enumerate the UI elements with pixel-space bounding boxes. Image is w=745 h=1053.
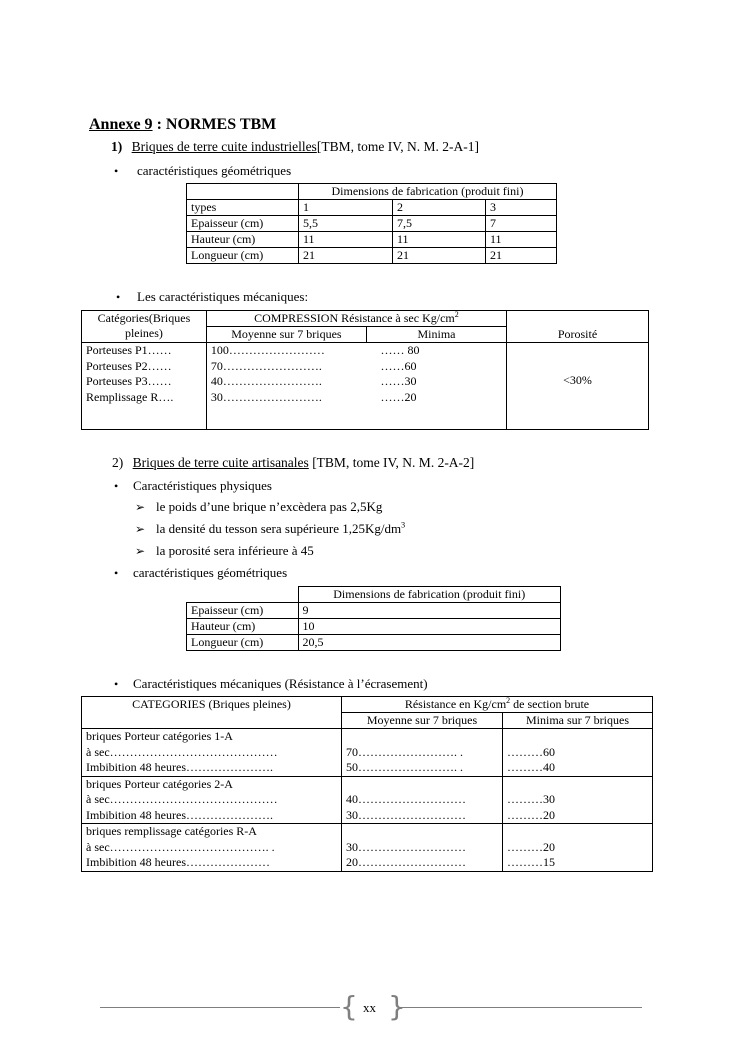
arrow-bullet-icon: ➢ xyxy=(135,522,146,536)
list-item: 40……………………… xyxy=(346,792,466,806)
section2-geo-bullet: caractéristiques géométriques xyxy=(133,565,288,580)
section2-geo-table xyxy=(186,586,561,651)
list-item: à sec…………………………………. . xyxy=(86,839,275,854)
resistance-header-tail: de section brute xyxy=(510,697,590,711)
bullet-icon: • xyxy=(114,479,119,493)
bullet-icon: • xyxy=(116,290,121,304)
footer-brace-left-icon: { xyxy=(340,990,358,1023)
table-cell: 11 xyxy=(393,232,486,248)
table-row xyxy=(187,232,557,248)
phys-item: le poids d’une brique n’excèdera pas 2,5Kg xyxy=(156,499,383,514)
section1-ref: [TBM, tome IV, N. M. 2-A-1] xyxy=(316,139,479,154)
list-item: ………30 xyxy=(507,792,555,806)
section1-title: Briques de terre cuite industrielles xyxy=(131,139,317,154)
table-cell xyxy=(503,729,653,777)
table-row xyxy=(187,216,557,232)
list-item: à sec…………………………………… xyxy=(86,744,278,759)
table-row xyxy=(187,587,561,603)
table-row xyxy=(187,200,557,216)
table-header: Moyenne sur 7 briques xyxy=(206,327,366,343)
list-item: ………60 xyxy=(507,744,555,759)
phys-item xyxy=(156,521,405,537)
table-cell xyxy=(82,729,342,777)
section1-meca-bullet: Les caractéristiques mécaniques: xyxy=(137,289,309,304)
list-item: briques Porteur catégories 1-A xyxy=(86,729,233,743)
phys-item: la porosité sera inférieure à 45 xyxy=(156,543,314,558)
page-number: xx xyxy=(363,1000,376,1015)
table-cell xyxy=(367,343,507,430)
table-cell xyxy=(503,776,653,824)
annex-title: : NORMES TBM xyxy=(152,116,277,133)
section2-meca-bullet: Caractéristiques mécaniques (Résistance à l’écrasement) xyxy=(133,676,428,691)
table-cell: 7 xyxy=(486,216,557,232)
list-item: 30……………………… xyxy=(346,839,466,854)
list-item: ………20 xyxy=(507,807,555,822)
section1-heading xyxy=(111,139,479,155)
annex-label: Annexe 9 xyxy=(89,116,153,133)
table-cell: types xyxy=(187,200,299,216)
table-header: Catégories(Briques pleines) xyxy=(82,311,207,343)
table-cell: 3 xyxy=(486,200,557,216)
table-cell xyxy=(503,824,653,872)
table-header xyxy=(342,697,653,713)
table-header: Porosité xyxy=(506,311,648,343)
list-item: 70……………………. . xyxy=(346,744,463,759)
table-row xyxy=(82,824,653,872)
table-header: Minima sur 7 briques xyxy=(503,713,653,729)
list-item: 30……………………… xyxy=(346,807,466,822)
page-title xyxy=(89,115,276,135)
table-cell: 10 xyxy=(298,619,561,635)
table-cell xyxy=(82,776,342,824)
table-row xyxy=(187,619,561,635)
table-cell: 20,5 xyxy=(298,635,561,651)
table-cell: 9 xyxy=(298,603,561,619)
table-row xyxy=(82,311,649,327)
table-header xyxy=(206,311,506,327)
table-cell: 1 xyxy=(299,200,393,216)
table-row xyxy=(187,635,561,651)
list-item: 30……………………. xyxy=(210,389,322,404)
table-row xyxy=(187,248,557,264)
list-item: à sec…………………………………… xyxy=(86,792,278,806)
footer-brace-right-icon: } xyxy=(388,990,406,1023)
section1-geo-table xyxy=(186,183,557,264)
footer-rule-left xyxy=(100,1007,340,1008)
table-header: Moyenne sur 7 briques xyxy=(342,713,503,729)
unit-superscript: 2 xyxy=(506,696,511,705)
list-item: briques Porteur catégories 2-A xyxy=(86,776,233,791)
list-item: Remplissage R…. xyxy=(86,389,174,404)
bullet-icon: • xyxy=(114,566,119,580)
list-item: 40……………………. xyxy=(210,374,322,388)
table-header: CATEGORIES (Briques pleines) xyxy=(82,697,342,729)
unit-superscript: 2 xyxy=(454,310,459,319)
list-item: ………40 xyxy=(507,760,555,774)
arrow-bullet-icon: ➢ xyxy=(135,500,146,514)
section2-heading xyxy=(112,455,474,471)
table-cell: 2 xyxy=(393,200,486,216)
table-cell: Epaisseur (cm) xyxy=(187,603,299,619)
section2-meca-table xyxy=(81,696,653,872)
table-header: Dimensions de fabrication (produit fini) xyxy=(298,587,561,603)
list-item: …… 80 xyxy=(380,343,420,357)
table-row xyxy=(82,776,653,824)
section1-number: 1) xyxy=(111,139,123,154)
list-item: ……30 xyxy=(380,374,417,388)
table-cell: 21 xyxy=(299,248,393,264)
table-cell: Longueur (cm) xyxy=(187,635,299,651)
table-cell xyxy=(187,587,299,603)
section2-phys-bullet: Caractéristiques physiques xyxy=(133,478,272,493)
list-item: Imbibition 48 heures…………………. xyxy=(86,760,273,774)
table-cell: 21 xyxy=(486,248,557,264)
section2-number: 2) xyxy=(112,455,124,470)
arrow-bullet-icon: ➢ xyxy=(135,544,146,558)
table-cell xyxy=(206,343,366,430)
list-item: ……60 xyxy=(380,358,417,373)
list-item: Porteuses P1…… xyxy=(86,343,172,357)
list-item: ……20 xyxy=(380,389,417,404)
list-item: Porteuses P3…… xyxy=(86,374,172,388)
list-item: Imbibition 48 heures…………………. xyxy=(86,807,273,822)
table-cell: Epaisseur (cm) xyxy=(187,216,299,232)
list-item: ………15 xyxy=(507,855,555,869)
compression-header: COMPRESSION Résistance à sec Kg/cm xyxy=(254,311,455,325)
unit-superscript: 3 xyxy=(401,520,406,530)
section1-geo-bullet: caractéristiques géométriques xyxy=(137,163,292,178)
table-cell: 11 xyxy=(299,232,393,248)
list-item: briques remplissage catégories R-A xyxy=(86,824,257,838)
table-cell xyxy=(187,184,299,200)
table-cell: <30% xyxy=(506,343,648,430)
table-header: Minima xyxy=(367,327,507,343)
list-item: ………20 xyxy=(507,839,555,854)
table-cell: Hauteur (cm) xyxy=(187,232,299,248)
section2-ref: [TBM, tome IV, N. M. 2-A-2] xyxy=(308,455,475,470)
list-item: 70……………………. xyxy=(210,358,322,373)
table-cell: Hauteur (cm) xyxy=(187,619,299,635)
bullet-icon: • xyxy=(114,677,119,691)
table-cell xyxy=(342,729,503,777)
list-item: 20……………………… xyxy=(346,855,466,869)
table-cell: 7,5 xyxy=(393,216,486,232)
table-row xyxy=(187,603,561,619)
table-row xyxy=(187,184,557,200)
resistance-header: Résistance en Kg/cm xyxy=(404,697,507,711)
footer-rule-right xyxy=(402,1007,642,1008)
table-cell: 21 xyxy=(393,248,486,264)
section1-meca-table xyxy=(81,310,649,430)
list-item: Porteuses P2…… xyxy=(86,358,172,373)
table-cell xyxy=(82,343,207,430)
table-cell: Longueur (cm) xyxy=(187,248,299,264)
phys-item-text: la densité du tesson sera supérieure 1,25Kg/dm xyxy=(156,521,402,536)
table-row xyxy=(82,697,653,713)
list-item: Imbibition 48 heures………………… xyxy=(86,855,270,869)
list-item: 50……………………. . xyxy=(346,760,463,774)
table-cell xyxy=(342,776,503,824)
table-cell: 5,5 xyxy=(299,216,393,232)
table-row xyxy=(82,343,649,430)
section2-title: Briques de terre cuite artisanales xyxy=(132,455,309,470)
table-row xyxy=(82,729,653,777)
bullet-icon: • xyxy=(114,164,119,178)
table-cell xyxy=(342,824,503,872)
table-header: Dimensions de fabrication (produit fini) xyxy=(299,184,557,200)
table-cell xyxy=(82,824,342,872)
list-item: 100…………………… xyxy=(210,343,325,357)
table-cell: 11 xyxy=(486,232,557,248)
